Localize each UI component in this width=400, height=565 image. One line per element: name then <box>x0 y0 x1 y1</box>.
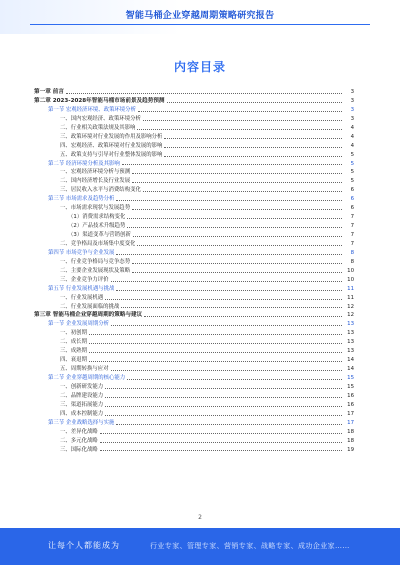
toc-entry[interactable] <box>34 338 354 347</box>
toc-entry-page: 11 <box>347 294 354 301</box>
toc-entry-text: 四、成本控制能力 <box>60 410 104 417</box>
toc-leader-dots <box>105 299 342 300</box>
toc-entry-page: 15 <box>347 375 354 381</box>
toc-entry[interactable] <box>34 383 354 392</box>
toc-entry-page: 18 <box>347 428 354 435</box>
toc-entry-page: 3 <box>350 97 354 104</box>
toc-leader-dots <box>164 138 342 139</box>
toc-entry-page: 8 <box>350 249 354 256</box>
toc-entry-page: 16 <box>347 401 354 408</box>
toc-entry-page: 13 <box>347 339 354 346</box>
toc-entry-text: 二、国内经济增长及行业发展 <box>60 178 131 185</box>
toc-entry-page: 6 <box>350 196 354 203</box>
toc-entry[interactable] <box>34 222 354 231</box>
toc-entry[interactable] <box>34 258 354 267</box>
toc-leader-dots <box>133 236 342 237</box>
toc-entry[interactable] <box>34 329 354 338</box>
toc-entry-page: 17 <box>347 410 354 417</box>
toc-entry-text: 二、主要企业发展现状及策略 <box>60 267 131 274</box>
toc-entry-text: 二、竞争格局及市场集中度变化 <box>60 240 136 247</box>
toc-entry[interactable] <box>34 195 354 204</box>
toc-entry[interactable] <box>34 186 354 195</box>
toc-leader-dots <box>89 352 342 353</box>
toc-entry-text: 四、衰退期 <box>60 357 87 364</box>
toc-entry-page: 4 <box>350 142 354 149</box>
toc-entry-page: 4 <box>350 133 354 140</box>
toc-entry-page: 14 <box>347 357 354 364</box>
toc-leader-dots <box>111 281 342 282</box>
toc-title: 内容目录 <box>173 60 226 74</box>
toc-leader-dots <box>66 93 342 94</box>
toc-entry-text: 第三节 企业战略选择与实施 <box>48 419 115 426</box>
toc-leader-dots <box>138 111 342 112</box>
toc-entry-text: 第三节 市场需求及趋势分析 <box>48 196 115 203</box>
toc-entry[interactable] <box>34 365 354 374</box>
toc-entry-text: 二、多元化战略 <box>60 437 98 444</box>
toc-entry[interactable] <box>34 142 354 151</box>
toc-leader-dots <box>116 254 342 255</box>
toc-entry[interactable] <box>34 115 354 124</box>
toc-leader-dots <box>116 290 342 291</box>
toc-entry-text: 一、初创期 <box>60 330 87 337</box>
toc-leader-dots <box>105 415 342 416</box>
toc-entry-page: 13 <box>347 321 354 328</box>
toc-entry-text: 第四节 市场竞争与企业发展 <box>48 249 115 256</box>
toc-entry-text: 第二节 企业穿越周期的核心能力 <box>48 375 126 381</box>
toc-entry-text: 二、行业相关政策法规及其影响 <box>60 124 136 131</box>
toc-entry-text: 一、行业发展机遇 <box>60 294 104 301</box>
toc-entry-text: 二、成长期 <box>60 339 87 346</box>
toc-leader-dots <box>137 245 342 246</box>
toc-entry[interactable] <box>34 303 354 312</box>
footer-roles: 行业专家、管理专家、营销专家、战略专家、成功企业家…… <box>150 542 350 550</box>
toc-entry-text: 三、渠道拓展能力 <box>60 401 104 408</box>
toc-entry[interactable] <box>34 213 354 222</box>
toc-leader-dots <box>127 227 342 228</box>
toc-entry-page: 18 <box>347 437 354 444</box>
toc-entry[interactable] <box>34 177 354 186</box>
toc-entry-page: 4 <box>350 124 354 131</box>
toc-entry-page: 15 <box>347 383 354 390</box>
toc-leader-dots <box>127 379 342 380</box>
toc-entry-page: 7 <box>350 223 354 230</box>
toc-entry-text: 五、周期转换与应对 <box>60 366 109 373</box>
toc-entry-text: 第五节 行业发展机遇与挑战 <box>48 285 115 292</box>
toc-entry-text: 三、政策环境对行业发展的作用及影响分析 <box>60 133 163 140</box>
toc-entry-text: 第二章 2023-2028年智能马桶市场前景及趋势预测 <box>34 97 165 104</box>
toc-entry-page: 13 <box>347 348 354 355</box>
toc-entry-page: 6 <box>350 205 354 212</box>
toc-leader-dots <box>105 388 342 389</box>
toc-entry[interactable] <box>34 133 354 142</box>
toc-leader-dots <box>144 316 342 317</box>
toc-entry[interactable] <box>34 240 354 249</box>
toc-entry[interactable] <box>34 374 354 383</box>
toc-entry-text: 一、创新研发能力 <box>60 383 104 390</box>
toc-leader-dots <box>111 325 342 326</box>
toc-entry-text: 第一章 前言 <box>34 89 64 95</box>
toc-entry[interactable] <box>34 311 354 320</box>
toc-entry-page: 5 <box>350 178 354 185</box>
toc-entry[interactable] <box>34 204 354 213</box>
toc-leader-dots <box>132 263 342 264</box>
toc-leader-dots <box>121 307 342 308</box>
toc-entry-page: 10 <box>347 267 354 274</box>
toc-entry-text: 第三章 智能马桶企业穿越周期的策略与建议 <box>34 312 143 319</box>
header-divider <box>30 24 370 25</box>
toc-entry-page: 11 <box>347 285 354 292</box>
toc-leader-dots <box>89 334 342 335</box>
toc-entry[interactable] <box>34 249 354 258</box>
toc-entry-page: 12 <box>347 312 354 319</box>
toc-entry[interactable] <box>34 106 354 115</box>
toc-entry-text: 四、宏观经济、政策环境对行业发展的影响 <box>60 142 163 149</box>
toc-entry-page: 19 <box>347 446 354 453</box>
toc-leader-dots <box>143 191 342 192</box>
toc-entry-text: 二、品牌建设能力 <box>60 392 104 399</box>
toc-entry-text: （2）产品技术升级趋势 <box>68 223 126 230</box>
toc-entry-page: 17 <box>347 419 354 426</box>
toc-entry-text: 二、行业发展面临的挑战 <box>60 303 120 310</box>
toc-leader-dots <box>89 361 342 362</box>
toc-leader-dots <box>132 173 342 174</box>
toc-entry[interactable] <box>34 428 354 437</box>
toc-entry-text: 一、行业竞争格局与竞争态势 <box>60 258 131 265</box>
toc-entry[interactable] <box>34 160 354 169</box>
toc-entry-text: 三、企业竞争力评价 <box>60 276 109 283</box>
toc-entry-text: （3）渠道变革与营销创新 <box>68 232 131 238</box>
report-title: 智能马桶企业穿越周期策略研究报告 <box>125 11 275 21</box>
toc-entry-page: 14 <box>347 366 354 373</box>
toc-entry-page: 13 <box>347 330 354 337</box>
toc-entry[interactable] <box>34 356 354 365</box>
toc-entry-text: 一、宏观经济环境分析与预测 <box>60 169 131 176</box>
toc-leader-dots <box>164 147 342 148</box>
toc-leader-dots <box>122 164 342 165</box>
toc-entry-text: 三、国际化战略 <box>60 446 98 453</box>
toc-leader-dots <box>111 370 342 371</box>
toc-entry[interactable] <box>34 347 354 356</box>
toc-leader-dots <box>116 424 342 425</box>
toc-leader-dots <box>116 200 342 201</box>
toc-entry-page: 3 <box>350 89 354 95</box>
toc-entry-page: 6 <box>350 187 354 194</box>
toc-entry-text: 第一节 宏观经济环境、政策环境分析 <box>48 106 136 113</box>
toc-entry[interactable] <box>34 124 354 133</box>
toc-leader-dots <box>137 129 342 130</box>
toc-leader-dots <box>100 450 342 451</box>
toc-leader-dots <box>132 182 342 183</box>
toc-entry-text: （1）消费需求结构变化 <box>68 214 126 221</box>
toc-entry[interactable] <box>34 97 354 106</box>
toc-entry-page: 7 <box>350 240 354 247</box>
toc-entry-text: 三、成熟期 <box>60 348 87 355</box>
toc-entry[interactable] <box>34 88 354 97</box>
toc-entry[interactable] <box>34 446 354 455</box>
toc-leader-dots <box>164 156 342 157</box>
toc-leader-dots <box>89 343 342 344</box>
toc-entry[interactable] <box>34 294 354 303</box>
toc-entry-text: 一、市场需求现状与发展趋势 <box>60 205 131 212</box>
toc-leader-dots <box>143 120 342 121</box>
toc-entry-text: 一、差异化战略 <box>60 428 98 435</box>
toc-entry-page: 3 <box>350 106 354 113</box>
toc-entry-text: 五、政策支持与引导对行业整体发展的影响 <box>60 151 163 158</box>
toc-entry-page: 3 <box>350 115 354 122</box>
toc-leader-dots <box>167 102 342 103</box>
toc-entry[interactable] <box>34 285 354 294</box>
toc-entry-text: 三、居民收入水平与消费结构变化 <box>60 187 141 194</box>
toc-entry-text: 第一节 企业发展周期分析 <box>48 321 110 328</box>
toc-entry[interactable] <box>34 231 354 240</box>
toc-entry[interactable] <box>34 151 354 160</box>
page-number: 2 <box>198 514 202 521</box>
toc-entry[interactable] <box>34 267 354 276</box>
toc-entry-page: 16 <box>347 392 354 399</box>
toc-leader-dots <box>105 406 342 407</box>
toc-entry[interactable] <box>34 419 354 428</box>
toc-leader-dots <box>100 442 342 443</box>
toc-leader-dots <box>127 218 342 219</box>
toc-entry[interactable] <box>34 401 354 410</box>
toc-entry[interactable] <box>34 410 354 419</box>
toc-entry[interactable] <box>34 276 354 285</box>
toc-entry-page: 5 <box>350 151 354 158</box>
toc-leader-dots <box>105 397 342 398</box>
toc-entry[interactable] <box>34 437 354 446</box>
toc-entry-page: 10 <box>347 276 354 283</box>
toc-leader-dots <box>132 209 342 210</box>
toc-leader-dots <box>100 433 342 434</box>
toc-entry[interactable] <box>34 168 354 177</box>
toc-entry-page: 5 <box>350 160 354 167</box>
toc-leader-dots <box>132 272 342 273</box>
toc-entry-text: 一、国内宏观经济、政策环境分析 <box>60 115 141 122</box>
toc-entry-page: 7 <box>350 232 354 238</box>
footer-slogan: 让每个人都能成为 <box>48 541 120 550</box>
toc-entry-page: 12 <box>347 303 354 310</box>
toc-entry[interactable] <box>34 392 354 401</box>
table-of-contents <box>34 88 354 454</box>
toc-entry-text: 第二节 经济环境分析及其影响 <box>48 160 120 167</box>
toc-entry[interactable] <box>34 320 354 329</box>
toc-entry-page: 5 <box>350 169 354 176</box>
toc-entry-page: 7 <box>350 214 354 221</box>
toc-entry-page: 8 <box>350 258 354 265</box>
